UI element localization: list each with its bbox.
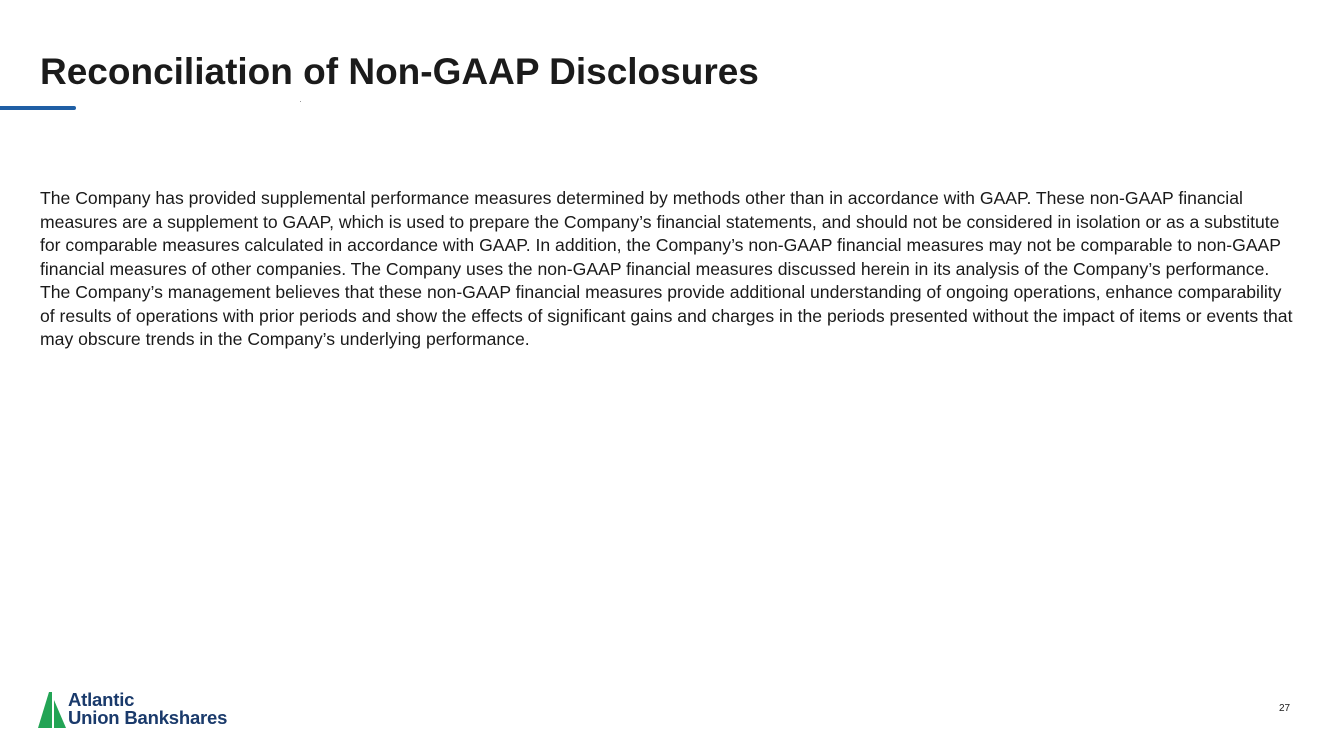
company-logo <box>38 691 268 731</box>
slide-title: Reconciliation of Non-GAAP Disclosures <box>40 51 759 92</box>
logo-wordmark <box>68 691 227 726</box>
stray-dot <box>300 101 301 102</box>
logo-line-union-bankshares: Union Bankshares <box>68 706 228 728</box>
disclosure-paragraph: The Company has provided supplemental performance measures determined by methods other than in accordance with GAAP. These non-GAAP financial measures are a supplement to GAAP, which is used to prepare the Company’s financial statements, and should not be considered in isolation or as a substitute for comparable measures calculated in accordance with GAAP. In addition, the Company’s non-GAAP financial measures may not be comparable to non-GAAP financial measures of other companies. The Company uses the non-GAAP financial measures discussed herein in its analysis of the Company’s performance. The Company’s management believes that these non-GAAP financial measures provide additional understanding of ongoing operations, enhance comparability of results of operations with prior periods and show the effects of significant gains and charges in the periods presented without the impact of items or events that may obscure trends in the Company’s underlying performance. <box>40 188 1293 349</box>
page-number: 27 <box>1279 703 1291 714</box>
green-sail-mark-icon <box>38 692 68 728</box>
title-underline <box>0 106 76 110</box>
logo-line-atlantic: Atlantic <box>68 689 135 710</box>
